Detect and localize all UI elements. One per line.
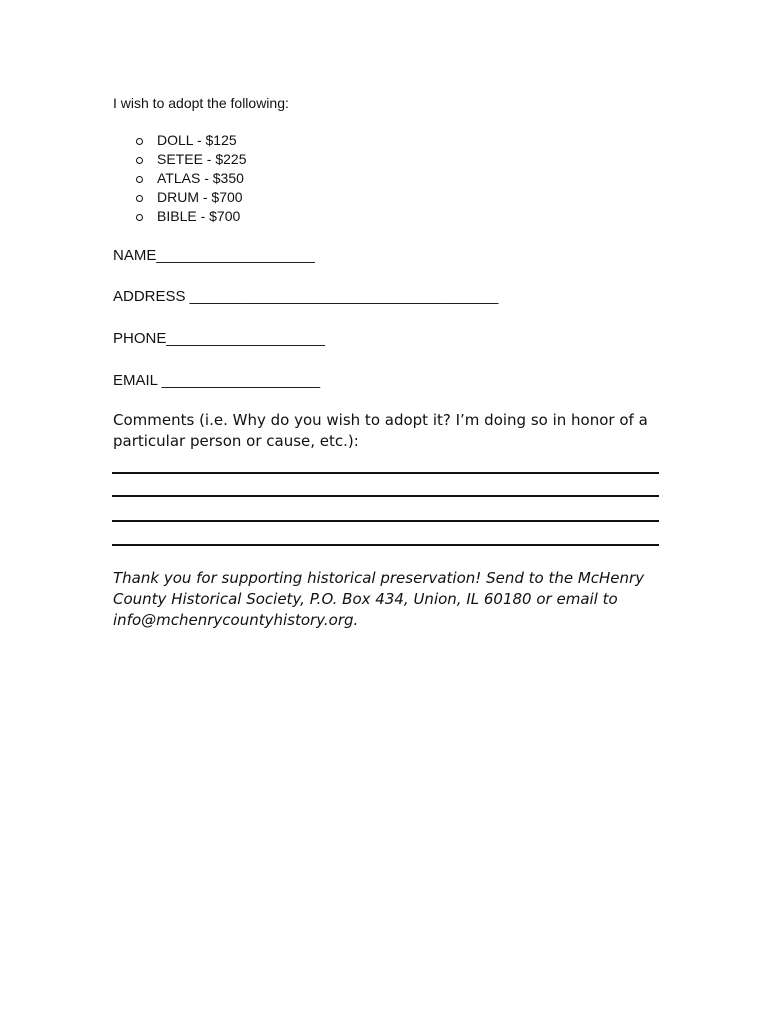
- intro-text: I wish to adopt the following:: [113, 95, 289, 111]
- circle-bullet-icon: [136, 214, 143, 221]
- option-label: SETEE - $225: [157, 151, 247, 167]
- comment-line[interactable]: [112, 472, 659, 474]
- option-label: BIBLE - $700: [157, 208, 241, 224]
- name-field[interactable]: NAME___________________: [113, 247, 315, 264]
- option-label: ATLAS - $350: [157, 170, 244, 186]
- option-label: DOLL - $125: [157, 132, 237, 148]
- comments-prompt: Comments (i.e. Why do you wish to adopt it? I’m doing so in honor of a particular person or cause, etc.):: [113, 411, 648, 450]
- circle-bullet-icon: [136, 195, 143, 202]
- address-field[interactable]: ADDRESS _____________________________________: [113, 288, 499, 305]
- thank-you-note: Thank you for supporting historical preservation! Send to the McHenry County Historical Society, P.O. Box 434, Union, IL 60180 or email to info@mchenrycountyhistory.org.: [113, 569, 645, 629]
- email-field[interactable]: EMAIL ___________________: [113, 372, 321, 389]
- circle-bullet-icon: [136, 157, 143, 164]
- circle-bullet-icon: [136, 176, 143, 183]
- comment-line[interactable]: [112, 544, 659, 546]
- circle-bullet-icon: [136, 138, 143, 145]
- option-setee: [136, 150, 247, 169]
- phone-field[interactable]: PHONE___________________: [113, 330, 325, 347]
- comment-line[interactable]: [112, 520, 659, 522]
- adoption-options-list: [136, 131, 247, 226]
- comment-line[interactable]: [112, 495, 659, 497]
- option-atlas: [136, 169, 247, 188]
- option-label: DRUM - $700: [157, 189, 243, 205]
- option-bible: [136, 207, 247, 226]
- option-doll: [136, 131, 247, 150]
- option-drum: [136, 188, 247, 207]
